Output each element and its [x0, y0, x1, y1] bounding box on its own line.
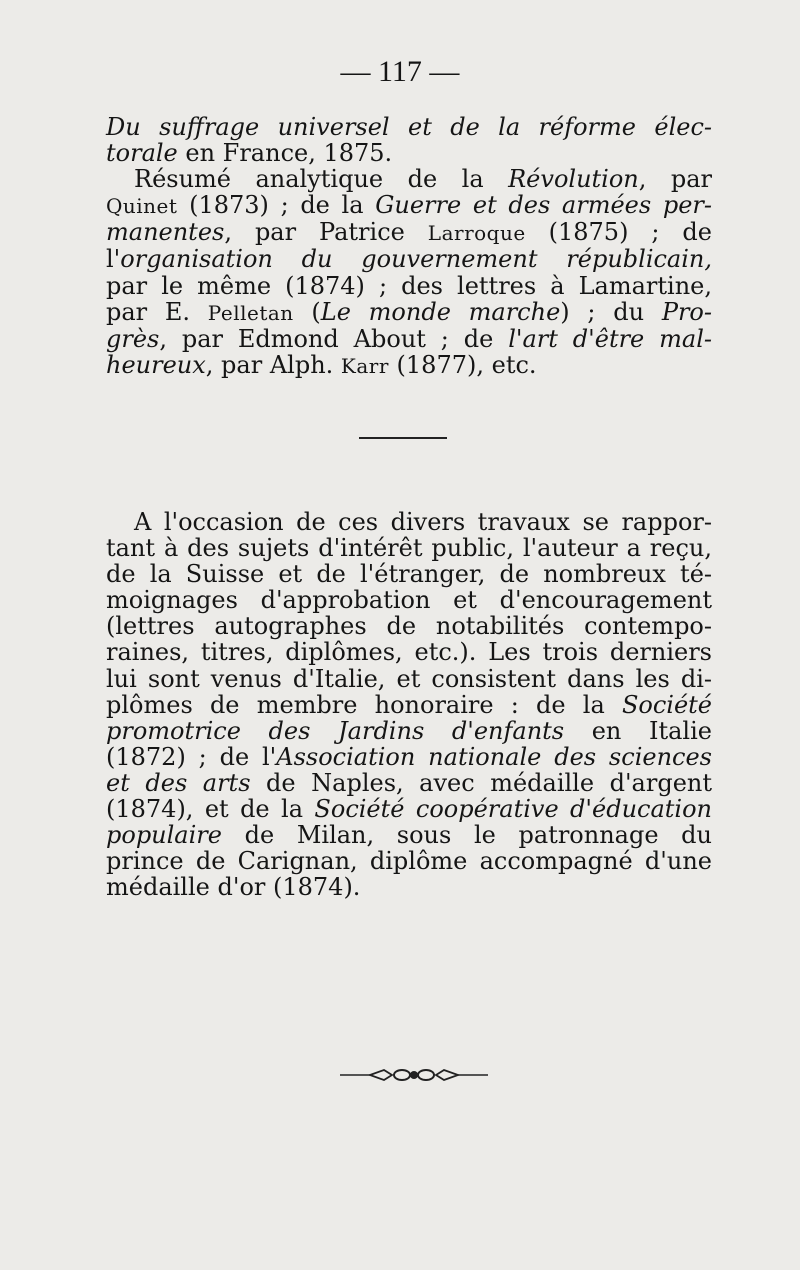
text-line: (lettres autographes de notabilités contempo- — [106, 612, 712, 641]
text-line: grès, par Edmond About ; de l'art d'être mal- — [106, 324, 712, 353]
text-line: médaille d'or (1874). — [106, 873, 361, 902]
text-line: moignages d'approbation et d'encouragement — [106, 586, 712, 615]
text-line: Du suffrage universel et de la réforme élec- — [106, 113, 712, 141]
text-line: par E. Pelletan (Le monde marche) ; du Pro- — [106, 297, 712, 326]
section-divider — [359, 437, 447, 439]
text-line: manentes, par Patrice Larroque (1875) ; de — [106, 218, 712, 247]
text-line: torale en France, 1875. — [106, 139, 393, 168]
text-line: raines, titres, diplômes, etc.). Les trois derniers — [106, 638, 712, 667]
text-line: plômes de membre honoraire : de la Société — [106, 690, 712, 719]
text-line: promotrice des Jardins d'enfants en Italie — [106, 716, 712, 745]
text-line: (1872) ; de l'Association nationale des sciences — [106, 742, 712, 771]
text-line: (1874), et de la Société coopérative d'éducation — [106, 795, 712, 824]
text-line: et des arts de Naples, avec médaille d'argent — [106, 768, 712, 797]
text-line: heureux, par Alph. Karr (1877), etc. — [106, 350, 537, 379]
text-line: l'organisation du gouvernement républicain, — [106, 245, 712, 274]
page-number: — 117 — — [340, 55, 460, 88]
text-line: A l'occasion de ces divers travaux se rappor- — [134, 508, 712, 536]
text-line: tant à des sujets d'intérêt public, l'auteur a reçu, — [106, 534, 712, 563]
text-line: par le même (1874) ; des lettres à Lamartine, — [106, 271, 712, 300]
decorative-ornament — [340, 1066, 488, 1084]
text-line: Résumé analytique de la Révolution, par — [134, 165, 712, 194]
text-line: lui sont venus d'Italie, et consistent dans les di- — [106, 664, 712, 693]
bibliography-paragraph — [106, 114, 712, 379]
honors-paragraph — [106, 509, 712, 900]
text-line: Quinet (1873) ; de la Guerre et des armées per- — [106, 191, 713, 220]
text-line: de la Suisse et de l'étranger, de nombreux té- — [106, 560, 712, 589]
text-line: prince de Carignan, diplôme accompagné d'une — [106, 847, 712, 876]
text-line: populaire de Milan, sous le patronnage du — [106, 821, 712, 850]
